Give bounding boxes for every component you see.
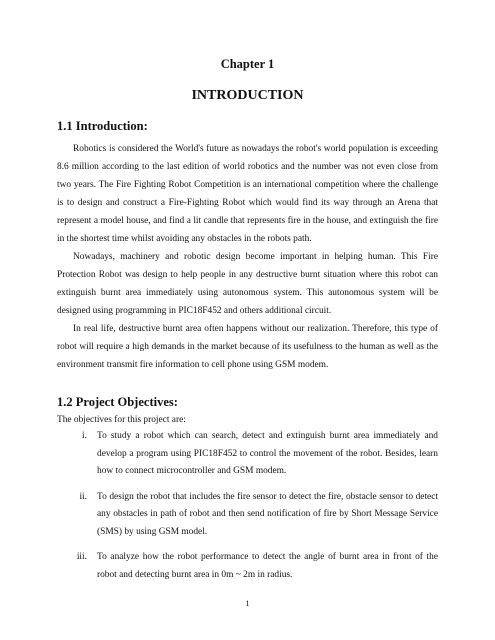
list-item-text: To analyze how the robot performance to detect the angle of burnt area in front of the robot and detecting burnt area in 0m ~ 2m in radius.	[97, 552, 438, 580]
list-item-text: To design the robot that includes the fire sensor to detect the fire, obstacle sensor to detect any obstacles in path of robot and then send notification of fire by Short Message Service (SMS) by using GSM model.	[97, 491, 438, 537]
section-heading-introduction: 1.1 Introduction:	[57, 119, 148, 133]
objectives-list	[57, 428, 438, 592]
list-item-number: iii.	[76, 552, 87, 562]
list-item	[57, 489, 438, 542]
chapter-label: Chapter 1	[220, 57, 275, 71]
paragraph: In real life, destructive burnt area often happens without our realization. Therefore, this type of robot will require a high demands in the market because of its usefulness to the human as well as the environment transmit fire information to cell phone using GSM modem.	[57, 324, 438, 370]
page-number: 1	[245, 598, 250, 608]
paragraph: Robotics is considered the World's future as nowadays the robot's world population is exceeding 8.6 million according to the last edition of world robotics and the number was not even close from two years. The Fire Fighting Robot Competition is an international competition where the challenge is to design and construct a Fire-Fighting Robot which would find its way through an Arena that represent a model house, and find a lit candle that represents fire in the house, and extinguish the fire in the shortest time whilst avoiding any obstacles in the robots path.	[57, 144, 438, 244]
list-item	[57, 428, 438, 481]
list-item-text: To study a robot which can search, detect and extinguish burnt area immediately and develop a program using PIC18F452 to control the movement of the robot. Besides, learn how to connect microcontroller and GSM modem.	[97, 431, 438, 476]
chapter-title: INTRODUCTION	[191, 88, 304, 103]
list-item-number: ii.	[79, 491, 87, 502]
paragraph: Nowadays, machinery and robotic design become important in helping human. This Fire Protection Robot was design to help people in any destructive burnt situation where this robot can extinguish burnt area immediately using autonomous system. This autonomous system will be designed using programming in PIC18F452 and others additional circuit.	[57, 252, 438, 316]
introduction-body	[57, 140, 438, 374]
section-heading-objectives: 1.2 Project Objectives:	[57, 395, 178, 409]
list-item	[57, 549, 438, 584]
list-item-number: i.	[82, 431, 87, 441]
objectives-lead: The objectives for this project are:	[57, 415, 186, 425]
